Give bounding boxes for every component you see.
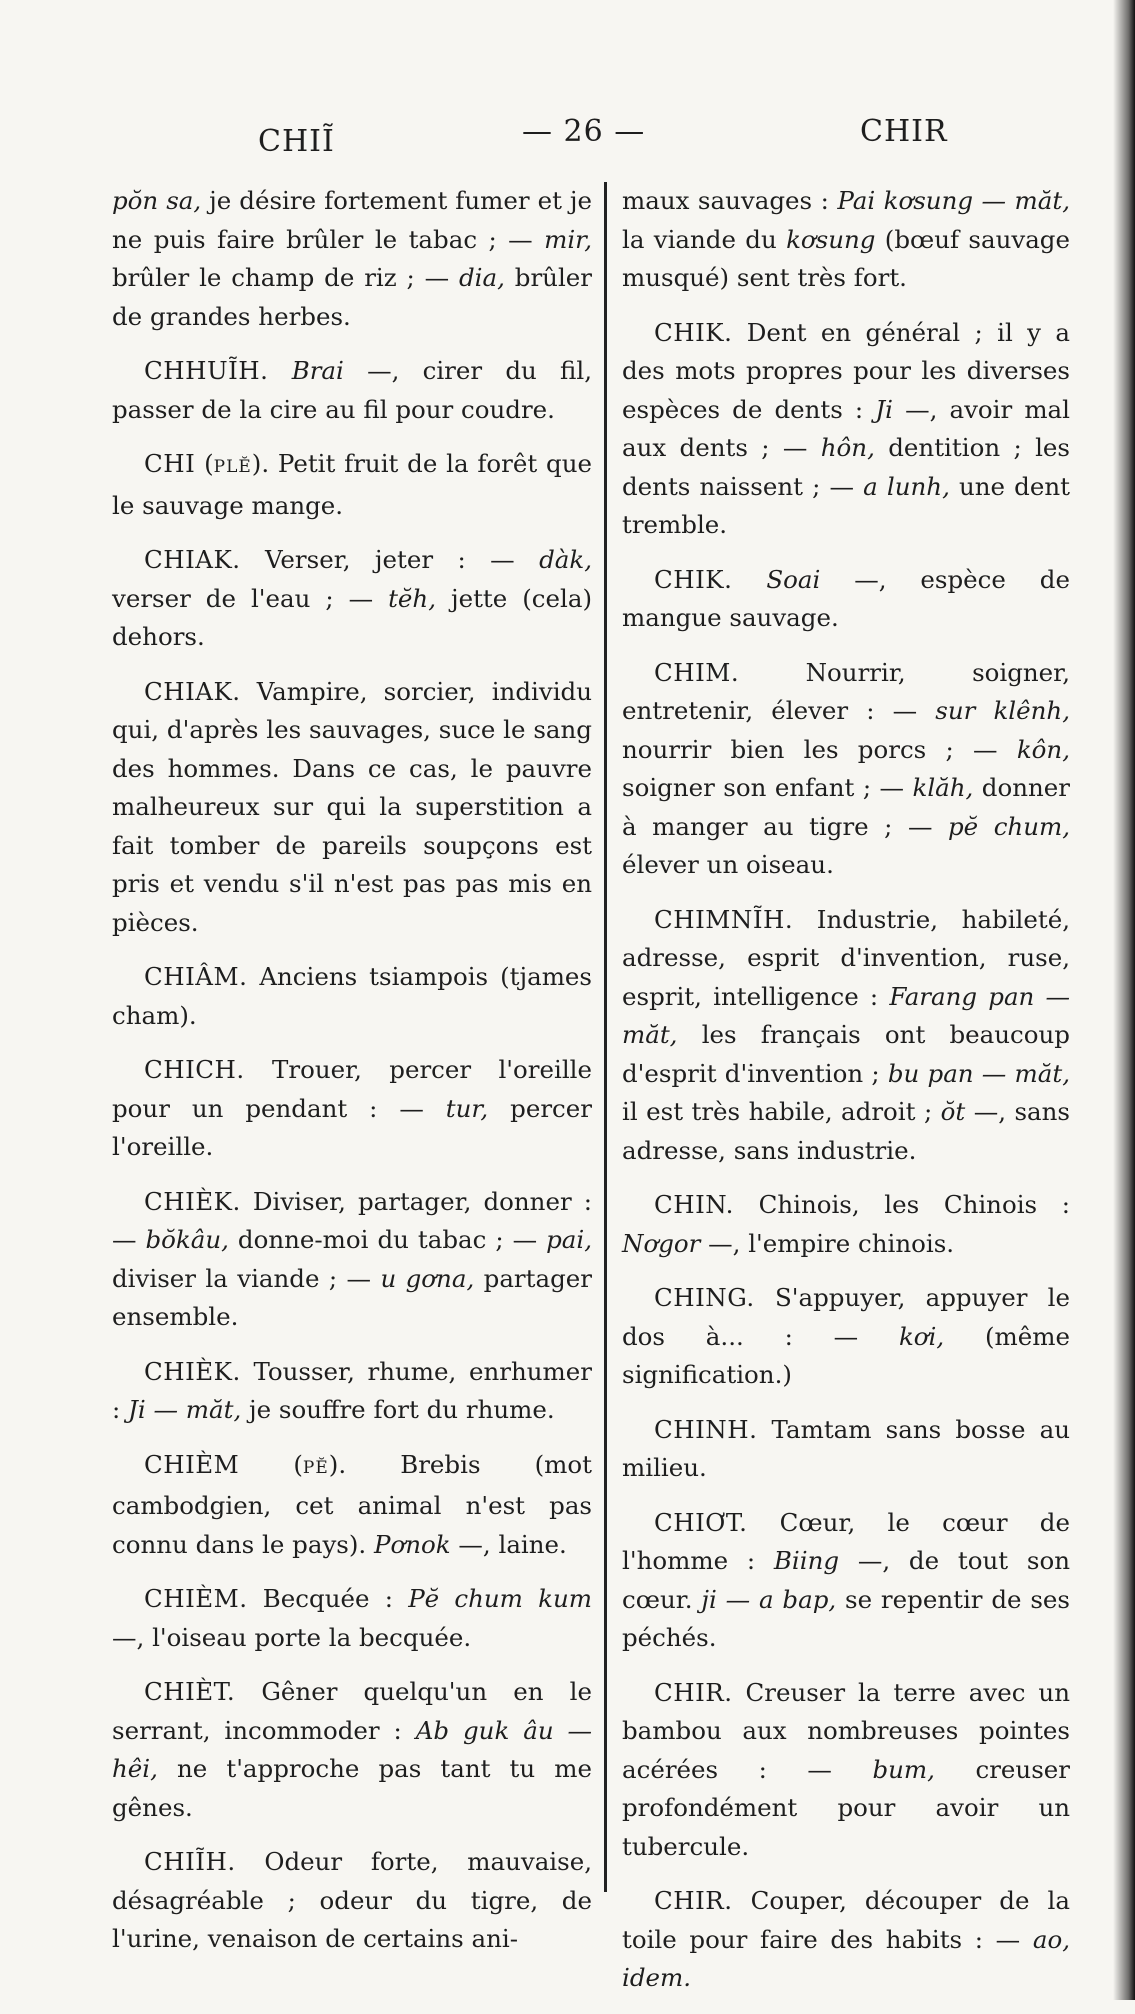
headword: CHIN. (654, 1190, 734, 1219)
dictionary-entry (622, 654, 1070, 885)
example-phrase: a lunh, (863, 471, 950, 501)
headword: CHIÈM (144, 1449, 240, 1479)
example-phrase: klăh, (912, 773, 974, 802)
headword: CHHUĨH. (144, 356, 269, 385)
example-phrase: Ab guk âu — hêi, (112, 1715, 593, 1783)
example-phrase: tur, (445, 1093, 489, 1123)
column-divider (604, 182, 607, 1892)
dictionary-entry (622, 901, 1070, 1171)
definition-text: —, avoir mal aux dents ; — (622, 394, 1070, 462)
dictionary-entry (622, 1411, 1070, 1488)
definition-text: la viande du (622, 224, 787, 254)
dictionary-entry (112, 958, 592, 1035)
headword: CHIÈK. (144, 1356, 241, 1386)
definition-text: Diviser, partager, donner : — (112, 1186, 592, 1254)
example-phrase: idem. (622, 1963, 692, 1992)
definition-text: Cœur, le cœur de l'homme : (622, 1507, 1070, 1575)
definition-text: —, l'oiseau porte la becquée. (112, 1622, 472, 1652)
right-column (622, 182, 1070, 2014)
example-phrase: mir, (544, 224, 592, 254)
headword: CHING. (654, 1283, 755, 1312)
dialect-tag: PĔ (302, 1457, 329, 1478)
definition-text: (bœuf sauvage musqué) sent très fort. (622, 224, 1070, 292)
entry-continuation (112, 182, 592, 336)
definition-text: donner à manger au tigre ; — (622, 773, 1070, 841)
definition-text: une dent tremble. (622, 471, 1070, 539)
dictionary-entry (622, 1674, 1070, 1867)
headword: CHIĨH. (144, 1847, 236, 1876)
dictionary-entry (112, 541, 592, 657)
definition-text: —, cirer du fil, passer de la cire au fil pour coudre. (112, 356, 592, 424)
definition-text: Odeur forte, mauvaise, désagréable ; odeur du tigre, de l'urine, venaison de certains ani- (112, 1847, 592, 1953)
dictionary-entry (622, 314, 1070, 545)
example-phrase: u gơna, (380, 1263, 475, 1293)
example-phrase: pĕ chum, (947, 811, 1070, 841)
example-phrase: kơsung (786, 224, 876, 254)
headword: CHIM. (654, 657, 740, 687)
definition-text: ( (239, 1449, 303, 1479)
definition-text: Nourrir, soigner, entretenir, élever : — (622, 657, 1070, 725)
example-phrase: pŏn sa, (112, 186, 202, 215)
definition-text: je désire fortement fumer et je ne puis faire brûler le tabac ; — (112, 186, 593, 254)
definition-text: il est très habile, adroit ; (622, 1097, 941, 1126)
definition-text: Vampire, sorcier, individu qui, d'après les sauvages, suce le sang des hommes. Dans ce cas, le pauvre malheureux sur qui la superstition a fait tomber de pareils soupçons est pris et vendu s'il n'est pas pas mis en pièces. (112, 676, 592, 937)
definition-text: Trouer, percer l'oreille pour un pendant : — (112, 1055, 592, 1123)
example-phrase: dàk, (539, 545, 592, 574)
example-phrase: ji — a bap, (701, 1584, 837, 1614)
definition-text: Creuser la terre avec un bambou aux nombreuses pointes acérées : — (622, 1677, 1070, 1784)
dictionary-entry (112, 1843, 592, 1959)
example-phrase: kôn, (1016, 734, 1070, 764)
example-phrase: pai, (546, 1225, 592, 1254)
definition-text: —, sans adresse, sans industrie. (622, 1097, 1070, 1165)
dictionary-entry (112, 1353, 592, 1430)
dictionary-entry (112, 1673, 592, 1827)
definition-text: ). Brebis (mot cambodgien, cet animal n'est pas connu dans le pays). (112, 1449, 592, 1559)
headword: CHIR. (654, 1677, 733, 1707)
example-phrase: hôn, (820, 433, 875, 462)
dictionary-entry (112, 673, 592, 943)
definition-text: ne t'approche pas tant tu me gênes. (112, 1754, 592, 1822)
definition-text: élever un oiseau. (622, 850, 834, 879)
definition-text: Industrie, habileté, adresse, esprit d'invention, ruse, esprit, intelligence : (622, 904, 1070, 1011)
dictionary-entry (112, 1580, 592, 1657)
definition-text: Chinois, les Chinois : (733, 1190, 1070, 1219)
definition-text (268, 356, 291, 385)
definition-text: brûler le champ de riz ; — (112, 263, 459, 292)
definition-text: Couper, découper de la toile pour faire des habits : — (622, 1886, 1070, 1954)
headword: CHICH. (144, 1055, 245, 1084)
page-header (0, 108, 1135, 158)
definition-text: —, laine. (450, 1529, 567, 1559)
definition-text: se repentir de ses péchés. (622, 1584, 1070, 1652)
entry-continuation (622, 182, 1070, 298)
headword: CHIÈK. (144, 1186, 241, 1216)
definition-text: —, espèce de mangue sauvage. (622, 564, 1070, 632)
definition-text: —, l'empire chinois. (700, 1228, 955, 1258)
dictionary-entry (622, 1504, 1070, 1658)
example-phrase: Pơnok (374, 1529, 451, 1559)
definition-text: creuser profondément pour avoir un tubercule. (622, 1754, 1070, 1861)
headword: CHIMNĨH. (654, 904, 794, 934)
example-phrase: Pai kơsung — măt, (837, 186, 1071, 215)
definition-text: partager ensemble. (112, 1263, 592, 1331)
dictionary-entry (622, 1882, 1070, 1998)
example-phrase: Biing (773, 1546, 840, 1575)
headword: CHIK. (654, 564, 733, 594)
definition-text: percer l'oreille. (112, 1093, 592, 1161)
definition-text: ( (195, 449, 214, 478)
running-head-left: CHIĨ (258, 124, 335, 159)
definition-text: Dent en général ; il y a des mots propres pour les diverses espèces de dents : (622, 317, 1070, 424)
dictionary-entry (112, 445, 592, 525)
headword: CHIK. (654, 317, 733, 347)
headword: CHIR. (654, 1886, 733, 1915)
headword: CHIAK. (144, 676, 241, 706)
definition-text: Verser, jeter : — (240, 545, 540, 574)
definition-text: les français ont beaucoup d'esprit d'invention ; (622, 1020, 1070, 1088)
example-phrase: Farang pan — măt, (622, 981, 1070, 1049)
example-phrase: bŏkâu, (145, 1225, 229, 1254)
definition-text: ). Petit fruit de la forêt que le sauvage mange. (112, 449, 592, 520)
dictionary-entry (112, 1051, 592, 1167)
page-edge-shadow (1113, 0, 1135, 2000)
example-phrase: Nơgor (622, 1228, 701, 1258)
definition-text: verser de l'eau ; — (112, 583, 389, 613)
definition-text: Becquée : (247, 1584, 409, 1613)
example-phrase: Ji (875, 394, 893, 424)
example-phrase: bum, (872, 1754, 935, 1784)
definition-text: Gêner quelqu'un en le serrant, incommoder : (112, 1677, 592, 1745)
definition-text: donne-moi du tabac ; — (228, 1225, 547, 1254)
dictionary-entry (622, 1186, 1070, 1263)
running-head-right: CHIR (860, 114, 948, 149)
example-phrase: kơi, (898, 1321, 945, 1351)
example-phrase: tĕh, (388, 583, 436, 613)
definition-text: je souffre fort du rhume. (241, 1395, 555, 1424)
definition-text: Tousser, rhume, enrhumer : (112, 1356, 592, 1424)
dictionary-entry (112, 1183, 592, 1337)
example-phrase: Ji — măt, (128, 1395, 242, 1424)
example-phrase: Pĕ chum kum (408, 1584, 592, 1613)
definition-text: nourrir bien les porcs ; — (622, 734, 1017, 764)
headword: CHIÈM. (144, 1584, 248, 1613)
dictionary-entry (112, 352, 592, 429)
definition-text: maux sauvages : (622, 186, 838, 215)
left-column (112, 182, 592, 1975)
example-phrase: Soai (766, 564, 821, 594)
definition-text: diviser la viande ; — (112, 1263, 381, 1293)
dictionary-entry (622, 1279, 1070, 1395)
page-number: — 26 — (522, 114, 646, 149)
dialect-tag: PLĔ (213, 457, 252, 477)
example-phrase: ŏt (940, 1097, 966, 1126)
definition-text: —, de tout son cœur. (622, 1546, 1070, 1614)
definition-text: brûler de grandes herbes. (112, 263, 592, 331)
example-phrase: bu pan — măt, (887, 1058, 1070, 1088)
headword: CHIƠT. (654, 1507, 748, 1537)
example-phrase: ao, (1032, 1924, 1070, 1954)
definition-text: (même signification.) (622, 1321, 1070, 1389)
example-phrase: sur klênh, (935, 696, 1070, 725)
headword: CHIÈT. (144, 1677, 236, 1706)
dictionary-entry (622, 561, 1070, 638)
definition-text: soigner son enfant ; — (622, 773, 913, 802)
headword: CHINH. (654, 1414, 758, 1444)
example-phrase: Brai (291, 356, 344, 385)
definition-text: Tamtam sans bosse au milieu. (622, 1414, 1070, 1482)
definition-text: dentition ; les dents naissent ; — (622, 433, 1070, 501)
definition-text: jette (cela) dehors. (112, 583, 593, 651)
definition-text: S'appuyer, appuyer le dos à... : — (622, 1283, 1070, 1351)
definition-text: Anciens tsiampois (tjames cham). (112, 962, 592, 1030)
headword: CHIAK. (144, 545, 241, 574)
definition-text (732, 565, 766, 594)
example-phrase: dia, (458, 263, 505, 292)
headword: CHI (144, 449, 196, 478)
dictionary-entry (112, 1446, 592, 1565)
headword: CHIÂM. (144, 962, 248, 991)
